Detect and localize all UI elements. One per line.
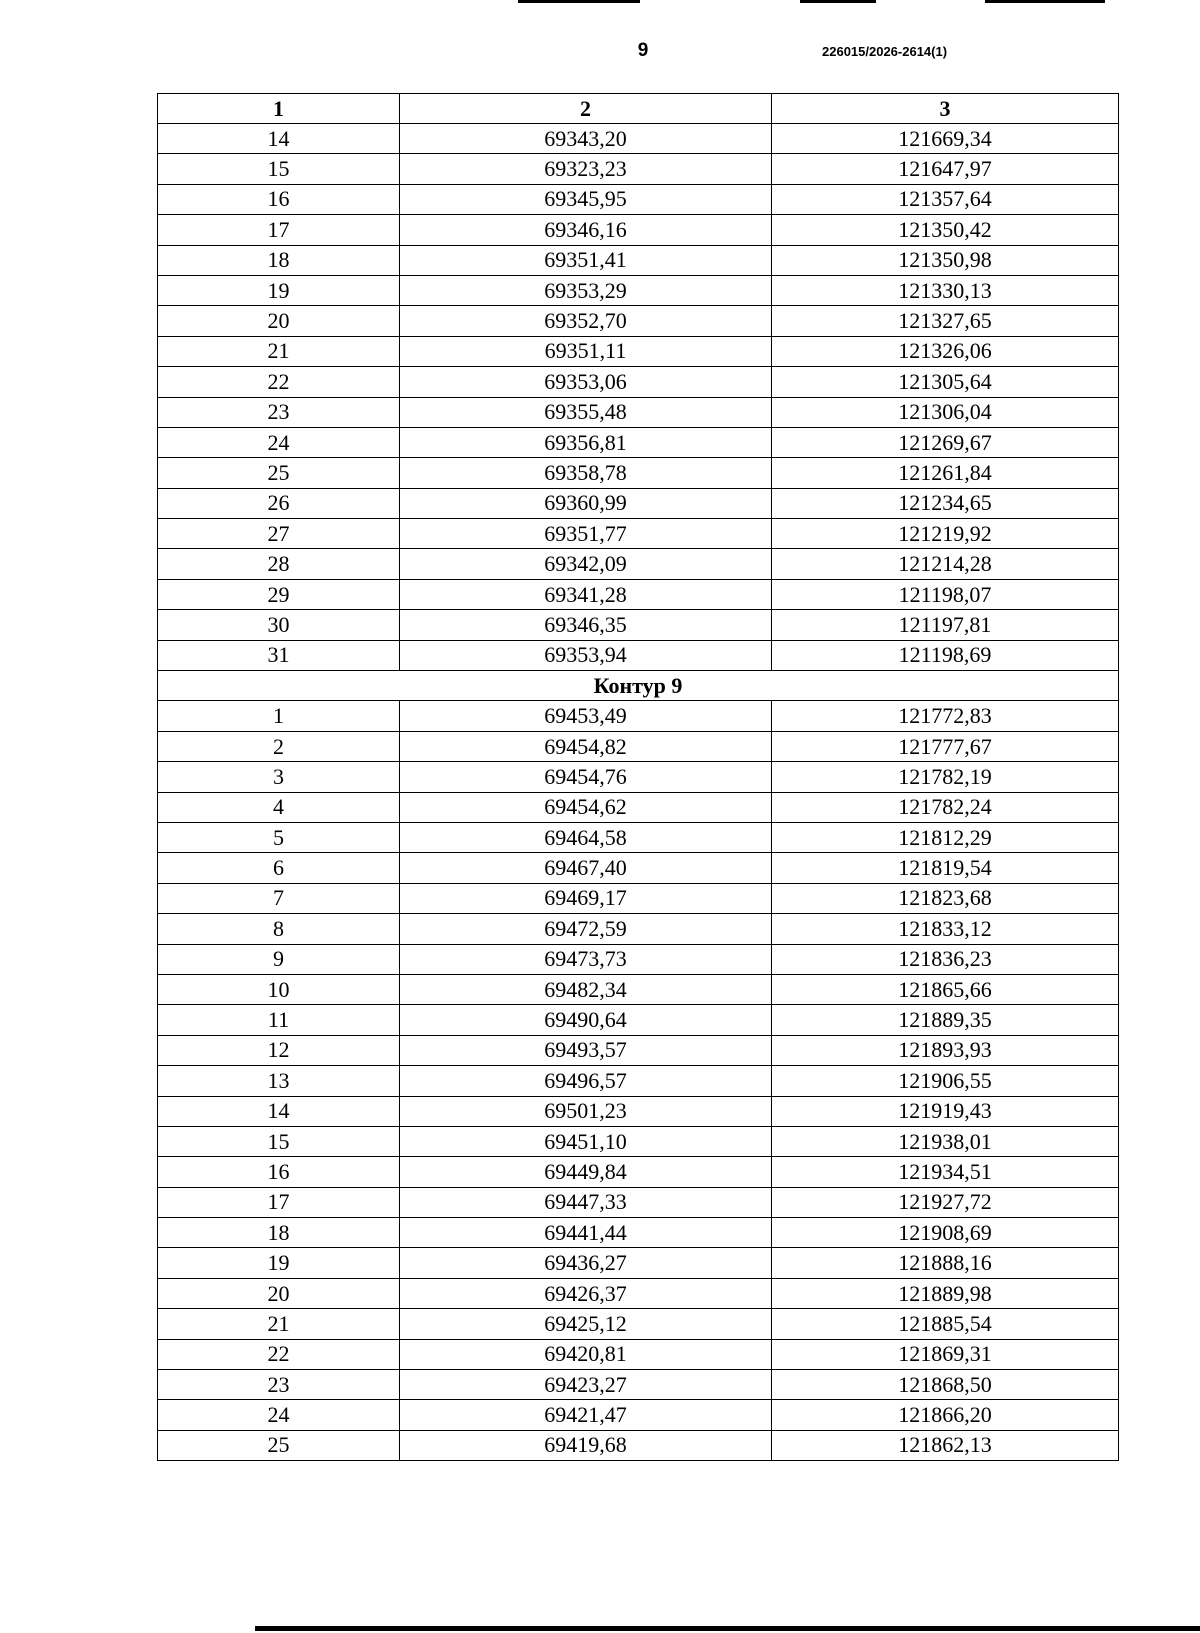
table-row bbox=[158, 1035, 1119, 1065]
coordinate-x-cell: 69449,84 bbox=[400, 1157, 772, 1187]
point-number-cell: 6 bbox=[158, 853, 400, 883]
coordinate-x-cell: 69441,44 bbox=[400, 1218, 772, 1248]
coordinate-y-cell: 121357,64 bbox=[772, 184, 1119, 214]
table-row bbox=[158, 306, 1119, 336]
coordinate-x-cell: 69355,48 bbox=[400, 397, 772, 427]
coordinate-x-cell: 69351,77 bbox=[400, 519, 772, 549]
coordinate-x-cell: 69501,23 bbox=[400, 1096, 772, 1126]
coordinate-x-cell: 69454,62 bbox=[400, 792, 772, 822]
point-number-cell: 22 bbox=[158, 1339, 400, 1369]
table-row bbox=[158, 579, 1119, 609]
coordinate-x-cell: 69464,58 bbox=[400, 822, 772, 852]
point-number-cell: 5 bbox=[158, 822, 400, 852]
table-row bbox=[158, 1187, 1119, 1217]
coordinate-y-cell: 121893,93 bbox=[772, 1035, 1119, 1065]
coordinate-x-cell: 69351,11 bbox=[400, 336, 772, 366]
coordinate-x-cell: 69436,27 bbox=[400, 1248, 772, 1278]
point-number-cell: 13 bbox=[158, 1066, 400, 1096]
coordinate-y-cell: 121819,54 bbox=[772, 853, 1119, 883]
point-number-cell: 12 bbox=[158, 1035, 400, 1065]
coordinate-x-cell: 69493,57 bbox=[400, 1035, 772, 1065]
coordinate-x-cell: 69420,81 bbox=[400, 1339, 772, 1369]
coordinate-y-cell: 121214,28 bbox=[772, 549, 1119, 579]
table-row bbox=[158, 336, 1119, 366]
table-row bbox=[158, 883, 1119, 913]
point-number-cell: 15 bbox=[158, 1126, 400, 1156]
table-row bbox=[158, 1096, 1119, 1126]
table-row bbox=[158, 944, 1119, 974]
point-number-cell: 30 bbox=[158, 610, 400, 640]
coordinate-y-cell: 121823,68 bbox=[772, 883, 1119, 913]
coordinate-x-cell: 69490,64 bbox=[400, 1005, 772, 1035]
table-row bbox=[158, 914, 1119, 944]
coordinate-y-cell: 121782,24 bbox=[772, 792, 1119, 822]
coordinate-y-cell: 121198,69 bbox=[772, 640, 1119, 670]
table-row bbox=[158, 1309, 1119, 1339]
point-number-cell: 22 bbox=[158, 367, 400, 397]
coordinate-y-cell: 121908,69 bbox=[772, 1218, 1119, 1248]
table-row bbox=[158, 1339, 1119, 1369]
document-code: 226015/2026-2614(1) bbox=[822, 44, 948, 59]
coordinate-y-cell: 121866,20 bbox=[772, 1400, 1119, 1430]
table-row bbox=[158, 1218, 1119, 1248]
point-number-cell: 29 bbox=[158, 579, 400, 609]
table-row bbox=[158, 610, 1119, 640]
scan-mark-top-1 bbox=[518, 0, 640, 3]
coordinate-y-cell: 121350,98 bbox=[772, 245, 1119, 275]
coordinate-x-cell: 69356,81 bbox=[400, 427, 772, 457]
coordinate-x-cell: 69341,28 bbox=[400, 579, 772, 609]
point-number-cell: 16 bbox=[158, 1157, 400, 1187]
point-number-cell: 31 bbox=[158, 640, 400, 670]
scan-mark-bottom bbox=[255, 1626, 1200, 1631]
point-number-cell: 21 bbox=[158, 336, 400, 366]
table-row bbox=[158, 1126, 1119, 1156]
column-header: 3 bbox=[772, 94, 1119, 124]
coordinate-y-cell: 121647,97 bbox=[772, 154, 1119, 184]
coordinate-x-cell: 69343,20 bbox=[400, 124, 772, 154]
coordinate-y-cell: 121889,98 bbox=[772, 1278, 1119, 1308]
table-row bbox=[158, 549, 1119, 579]
coordinate-x-cell: 69353,06 bbox=[400, 367, 772, 397]
table-row bbox=[158, 154, 1119, 184]
table-row bbox=[158, 1370, 1119, 1400]
coordinate-y-cell: 121306,04 bbox=[772, 397, 1119, 427]
coordinate-x-cell: 69421,47 bbox=[400, 1400, 772, 1430]
coordinate-y-cell: 121885,54 bbox=[772, 1309, 1119, 1339]
coordinate-x-cell: 69353,29 bbox=[400, 275, 772, 305]
point-number-cell: 9 bbox=[158, 944, 400, 974]
coordinate-x-cell: 69358,78 bbox=[400, 458, 772, 488]
coordinate-y-cell: 121772,83 bbox=[772, 701, 1119, 731]
coordinate-x-cell: 69419,68 bbox=[400, 1430, 772, 1460]
table-row bbox=[158, 427, 1119, 457]
coordinate-x-cell: 69346,16 bbox=[400, 215, 772, 245]
coordinate-y-cell: 121906,55 bbox=[772, 1066, 1119, 1096]
table-row bbox=[158, 1005, 1119, 1035]
coordinate-x-cell: 69425,12 bbox=[400, 1309, 772, 1339]
coordinate-y-cell: 121869,31 bbox=[772, 1339, 1119, 1369]
coordinate-x-cell: 69469,17 bbox=[400, 883, 772, 913]
table-row bbox=[158, 367, 1119, 397]
table-row bbox=[158, 397, 1119, 427]
point-number-cell: 26 bbox=[158, 488, 400, 518]
point-number-cell: 4 bbox=[158, 792, 400, 822]
coordinate-x-cell: 69496,57 bbox=[400, 1066, 772, 1096]
coordinate-y-cell: 121327,65 bbox=[772, 306, 1119, 336]
table-row bbox=[158, 1066, 1119, 1096]
coordinate-x-cell: 69482,34 bbox=[400, 974, 772, 1004]
coordinate-x-cell: 69454,76 bbox=[400, 762, 772, 792]
table-row bbox=[158, 974, 1119, 1004]
point-number-cell: 18 bbox=[158, 1218, 400, 1248]
page-number: 9 bbox=[637, 40, 649, 61]
point-number-cell: 10 bbox=[158, 974, 400, 1004]
coordinate-x-cell: 69345,95 bbox=[400, 184, 772, 214]
coordinate-y-cell: 121889,35 bbox=[772, 1005, 1119, 1035]
coordinate-x-cell: 69360,99 bbox=[400, 488, 772, 518]
coordinate-y-cell: 121330,13 bbox=[772, 275, 1119, 305]
section-title: Контур 9 bbox=[158, 671, 1119, 701]
coordinate-x-cell: 69473,73 bbox=[400, 944, 772, 974]
coordinate-x-cell: 69323,23 bbox=[400, 154, 772, 184]
coordinate-y-cell: 121865,66 bbox=[772, 974, 1119, 1004]
coordinate-x-cell: 69351,41 bbox=[400, 245, 772, 275]
point-number-cell: 23 bbox=[158, 397, 400, 427]
coordinate-y-cell: 121777,67 bbox=[772, 731, 1119, 761]
point-number-cell: 21 bbox=[158, 1309, 400, 1339]
point-number-cell: 14 bbox=[158, 1096, 400, 1126]
scan-mark-top-3 bbox=[985, 0, 1105, 3]
coordinate-x-cell: 69467,40 bbox=[400, 853, 772, 883]
coordinate-x-cell: 69472,59 bbox=[400, 914, 772, 944]
point-number-cell: 14 bbox=[158, 124, 400, 154]
coordinate-y-cell: 121234,65 bbox=[772, 488, 1119, 518]
table-row bbox=[158, 731, 1119, 761]
coordinate-x-cell: 69342,09 bbox=[400, 549, 772, 579]
table-row bbox=[158, 762, 1119, 792]
coordinate-y-cell: 121669,34 bbox=[772, 124, 1119, 154]
coordinate-x-cell: 69454,82 bbox=[400, 731, 772, 761]
coordinate-y-cell: 121927,72 bbox=[772, 1187, 1119, 1217]
coordinate-y-cell: 121782,19 bbox=[772, 762, 1119, 792]
coordinate-x-cell: 69353,94 bbox=[400, 640, 772, 670]
table-row bbox=[158, 458, 1119, 488]
column-header: 2 bbox=[400, 94, 772, 124]
coordinate-y-cell: 121833,12 bbox=[772, 914, 1119, 944]
point-number-cell: 16 bbox=[158, 184, 400, 214]
coordinate-y-cell: 121326,06 bbox=[772, 336, 1119, 366]
coordinate-y-cell: 121919,43 bbox=[772, 1096, 1119, 1126]
coordinate-x-cell: 69426,37 bbox=[400, 1278, 772, 1308]
section-row bbox=[158, 671, 1119, 701]
table-row bbox=[158, 1430, 1119, 1460]
coordinate-y-cell: 121269,67 bbox=[772, 427, 1119, 457]
coordinate-y-cell: 121198,07 bbox=[772, 579, 1119, 609]
coordinate-x-cell: 69451,10 bbox=[400, 1126, 772, 1156]
coordinate-y-cell: 121350,42 bbox=[772, 215, 1119, 245]
point-number-cell: 2 bbox=[158, 731, 400, 761]
table-row bbox=[158, 215, 1119, 245]
coordinate-y-cell: 121868,50 bbox=[772, 1370, 1119, 1400]
coordinate-y-cell: 121938,01 bbox=[772, 1126, 1119, 1156]
table-row bbox=[158, 792, 1119, 822]
coordinate-y-cell: 121197,81 bbox=[772, 610, 1119, 640]
point-number-cell: 7 bbox=[158, 883, 400, 913]
table-row bbox=[158, 488, 1119, 518]
table-row bbox=[158, 124, 1119, 154]
point-number-cell: 20 bbox=[158, 306, 400, 336]
point-number-cell: 24 bbox=[158, 1400, 400, 1430]
point-number-cell: 20 bbox=[158, 1278, 400, 1308]
table-header-row bbox=[158, 94, 1119, 124]
point-number-cell: 23 bbox=[158, 1370, 400, 1400]
coordinate-x-cell: 69453,49 bbox=[400, 701, 772, 731]
point-number-cell: 25 bbox=[158, 1430, 400, 1460]
point-number-cell: 18 bbox=[158, 245, 400, 275]
point-number-cell: 27 bbox=[158, 519, 400, 549]
coordinate-y-cell: 121261,84 bbox=[772, 458, 1119, 488]
table-row bbox=[158, 1248, 1119, 1278]
coordinate-x-cell: 69352,70 bbox=[400, 306, 772, 336]
coordinate-x-cell: 69447,33 bbox=[400, 1187, 772, 1217]
coordinate-y-cell: 121305,64 bbox=[772, 367, 1119, 397]
coordinate-y-cell: 121888,16 bbox=[772, 1248, 1119, 1278]
coordinate-y-cell: 121862,13 bbox=[772, 1430, 1119, 1460]
coordinate-x-cell: 69346,35 bbox=[400, 610, 772, 640]
table-row bbox=[158, 275, 1119, 305]
point-number-cell: 19 bbox=[158, 275, 400, 305]
coordinate-y-cell: 121836,23 bbox=[772, 944, 1119, 974]
point-number-cell: 28 bbox=[158, 549, 400, 579]
point-number-cell: 17 bbox=[158, 215, 400, 245]
point-number-cell: 3 bbox=[158, 762, 400, 792]
table-row bbox=[158, 1278, 1119, 1308]
point-number-cell: 19 bbox=[158, 1248, 400, 1278]
coordinates-table bbox=[157, 93, 1119, 1461]
table-row bbox=[158, 822, 1119, 852]
coordinate-y-cell: 121934,51 bbox=[772, 1157, 1119, 1187]
table-row bbox=[158, 245, 1119, 275]
coordinate-y-cell: 121219,92 bbox=[772, 519, 1119, 549]
point-number-cell: 24 bbox=[158, 427, 400, 457]
point-number-cell: 25 bbox=[158, 458, 400, 488]
table-row bbox=[158, 853, 1119, 883]
coordinate-y-cell: 121812,29 bbox=[772, 822, 1119, 852]
point-number-cell: 17 bbox=[158, 1187, 400, 1217]
table-row bbox=[158, 519, 1119, 549]
table-row bbox=[158, 1400, 1119, 1430]
point-number-cell: 1 bbox=[158, 701, 400, 731]
table-row bbox=[158, 640, 1119, 670]
coordinate-x-cell: 69423,27 bbox=[400, 1370, 772, 1400]
table-row bbox=[158, 184, 1119, 214]
point-number-cell: 15 bbox=[158, 154, 400, 184]
point-number-cell: 8 bbox=[158, 914, 400, 944]
table-row bbox=[158, 701, 1119, 731]
scan-mark-top-2 bbox=[800, 0, 876, 3]
point-number-cell: 11 bbox=[158, 1005, 400, 1035]
column-header: 1 bbox=[158, 94, 400, 124]
table-row bbox=[158, 1157, 1119, 1187]
